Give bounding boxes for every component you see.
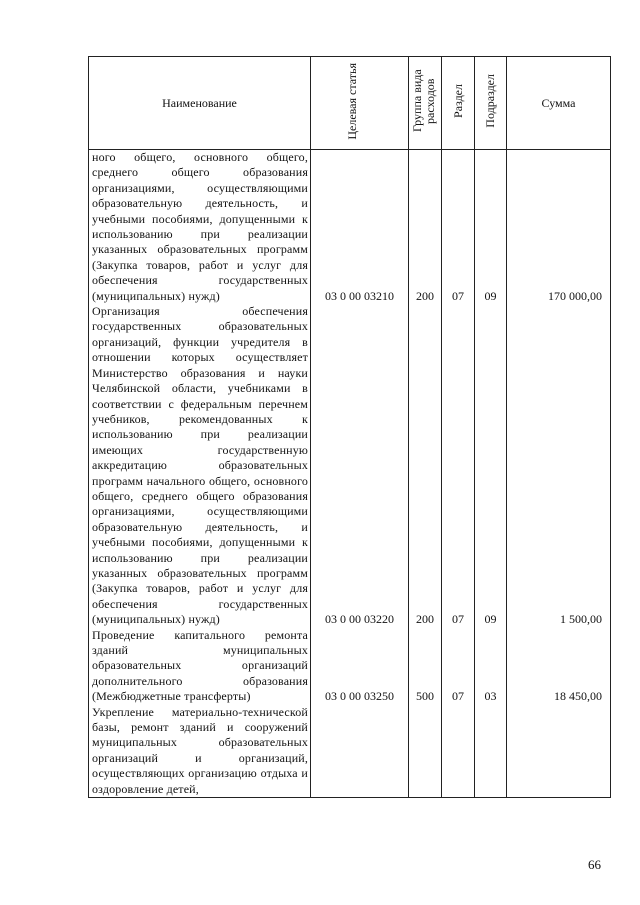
page-number: 66 <box>588 857 601 872</box>
header-expense-group: Группа вида расходов <box>409 57 442 150</box>
row-subsection: 09 <box>475 150 507 305</box>
row-name: Проведение капитального ремонта зданий муниципальных образовательных организаций дополнительного образования (Межбюджетные трансферты) <box>89 628 311 705</box>
row-amount: 18 450,00 <box>507 628 611 705</box>
row-article: 03 0 00 03210 <box>311 150 409 305</box>
table-row <box>89 304 611 628</box>
row-amount: 1 500,00 <box>507 304 611 628</box>
row-group: 500 <box>409 628 442 705</box>
row-article: 03 0 00 03250 <box>311 628 409 705</box>
row-name: Укрепление материально-технической базы, ремонт зданий и сооружений муниципальных образовательных организаций и организаций, осуществляющих организацию отдыха и оздоровление детей, <box>89 705 311 798</box>
row-subsection: 09 <box>475 304 507 628</box>
row-subsection: 03 <box>475 628 507 705</box>
table-row <box>89 628 611 705</box>
row-section: 07 <box>442 628 475 705</box>
table-row <box>89 150 611 305</box>
row-group: 200 <box>409 304 442 628</box>
row-section: 07 <box>442 150 475 305</box>
budget-table <box>88 56 611 798</box>
header-subsection: Подраздел <box>475 57 507 150</box>
row-amount: 170 000,00 <box>507 150 611 305</box>
row-name: ного общего, основного общего, среднего общего образования организациями, осуществляющими образовательную деятельность, и учебными пособиями, допущенными к использованию при реализации указанных образовательных программ (Закупка товаров, работ и услуг для обеспечения государственных (муниципальных) нужд) <box>89 150 311 305</box>
row-group: 200 <box>409 150 442 305</box>
row-subsection <box>475 705 507 798</box>
header-section: Раздел <box>442 57 475 150</box>
header-amount: Сумма <box>507 57 611 150</box>
header-name: Наименование <box>89 57 311 150</box>
row-group <box>409 705 442 798</box>
row-name: Организация обеспечения государственных образовательных организаций, функции учредителя в отношении которых осуществляет Министерство образования и науки Челябинской области, учебниками в соответствии с федеральным перечнем учебников, рекомендованных к использованию при реализации имеющих государственную аккредитацию образовательных программ начального общего, основного общего, среднего общего образования организациями, осуществляющими образовательную деятельность, и учебными пособиями, допущенными к использованию при реализации указанных образовательных программ (Закупка товаров, работ и услуг для обеспечения государственных (муниципальных) нужд) <box>89 304 311 628</box>
row-section: 07 <box>442 304 475 628</box>
row-amount <box>507 705 611 798</box>
header-target-article: Целевая статья <box>311 57 409 150</box>
table-row <box>89 705 611 798</box>
table-header-row <box>89 57 611 150</box>
row-section <box>442 705 475 798</box>
row-article <box>311 705 409 798</box>
row-article: 03 0 00 03220 <box>311 304 409 628</box>
